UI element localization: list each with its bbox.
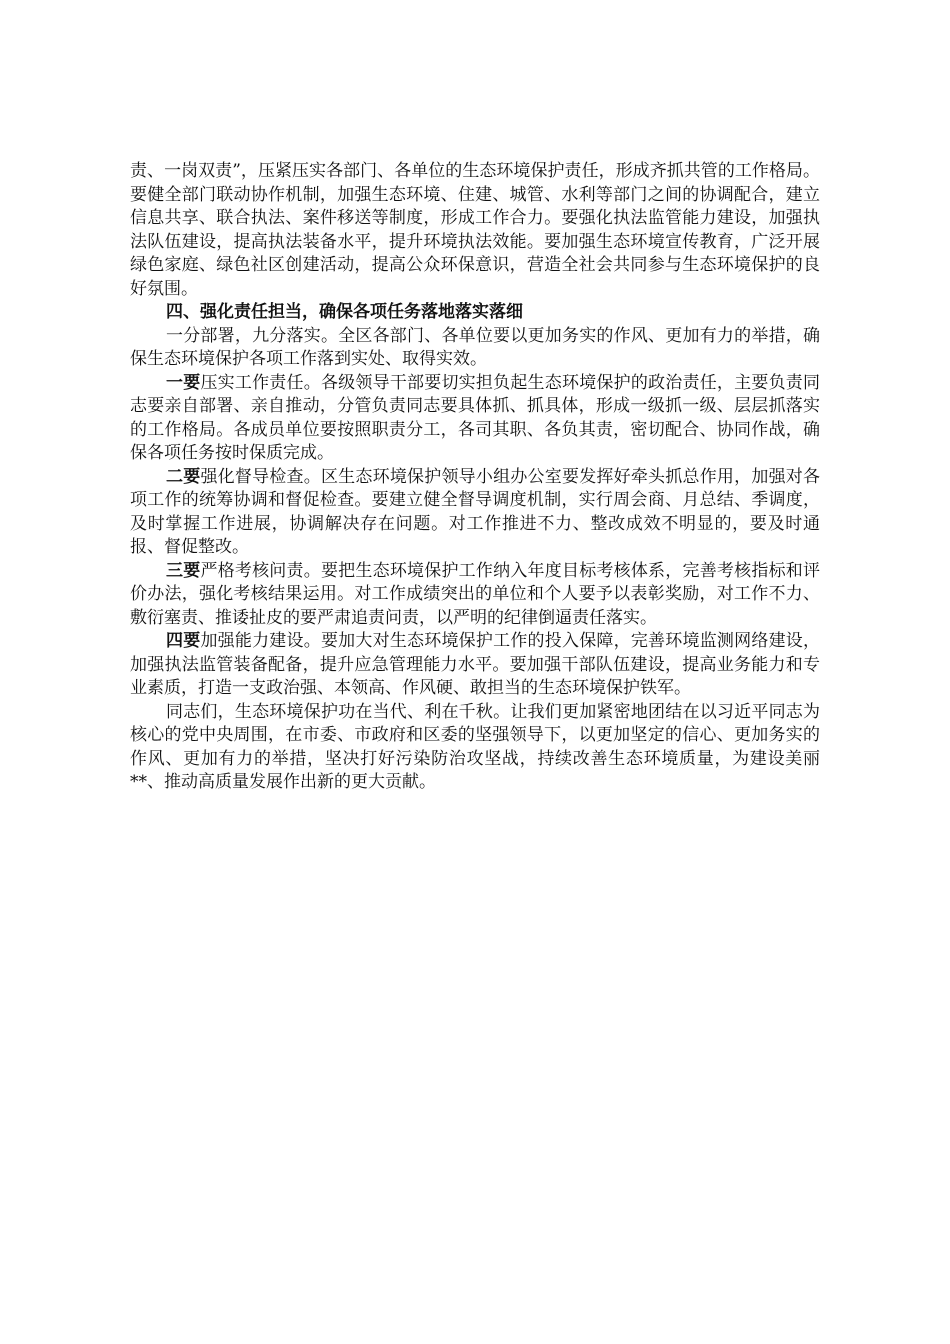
task-item-4 <box>130 630 820 701</box>
closing-paragraph: 同志们，生态环境保护功在当代、利在千秋。让我们更加紧密地团结在以习近平同志为核心的党中央周围，在市委、市政府和区委的坚强领导下，以更加坚定的信心、更加务实的作风、更加有力的举措，坚决打好污染防治攻坚战，持续改善生态环境质量，为建设美丽**、推动高质量发展作出新的更大贡献。 <box>130 701 820 792</box>
section-heading-4: 四、强化责任担当，确保各项任务落地落实落细 <box>166 302 523 322</box>
task-item-1 <box>130 372 820 466</box>
task-item-2 <box>130 466 820 560</box>
task-item-3 <box>130 560 820 631</box>
continuation-paragraph: 责、一岗双责”，压紧压实各部门、各单位的生态环境保护责任，形成齐抓共管的工作格局。要健全部门联动协作机制，加强生态环境、住建、城管、水利等部门之间的协调配合，建立信息共享、联合执法、案件移送等制度，形成工作合力。要强化执法监管能力建设，加强执法队伍建设，提高执法装备水平，提升环境执法效能。要加强生态环境宣传教育，广泛开展绿色家庭、绿色社区创建活动，提高公众环保意识，营造全社会共同参与生态环境保护的良好氛围。 <box>130 161 820 299</box>
task-text-2: 强化督导检查。区生态环境保护领导小组办公室要发挥好牵头抓总作用，加强对各项工作的统筹协调和督促检查。要建立健全督导调度机制，实行周会商、月总结、季调度，及时掌握工作进展，协调解决存在问题。对工作推进不力、整改成效不明显的，要及时通报、督促整改。 <box>130 466 821 557</box>
intro-paragraph: 一分部署，九分落实。全区各部门、各单位要以更加务实的作风、更加有力的举措，确保生态环境保护各项工作落到实处、取得实效。 <box>130 325 820 369</box>
task-lead-1: 一要 <box>166 372 201 393</box>
task-text-4: 加强能力建设。要加大对生态环境保护工作的投入保障，完善环境监测网络建设，加强执法监管装备配备，提升应急管理能力水平。要加强干部队伍建设，提高业务能力和专业素质，打造一支政治强、本领高、作风硬、敢担当的生态环境保护铁军。 <box>130 631 821 698</box>
task-text-1: 压实工作责任。各级领导干部要切实担负起生态环境保护的政治责任，主要负责同志要亲自部署、亲自推动，分管负责同志要具体抓、抓具体，形成一级抓一级、层层抓落实的工作格局。各成员单位要按照职责分工，各司其职、各负其责，密切配合、协同作战，确保各项任务按时保质完成。 <box>130 372 821 463</box>
task-lead-3: 三要 <box>166 560 201 581</box>
task-text-3: 严格考核问责。要把生态环境保护工作纳入年度目标考核体系，完善考核指标和评价办法，强化考核结果运用。对工作成绩突出的单位和个人要予以表彰奖励，对工作不力、敷衍塞责、推诿扯皮的要严肃追责问责，以严明的纪律倒逼责任落实。 <box>130 560 821 628</box>
task-lead-2: 二要 <box>166 466 201 487</box>
task-lead-4: 四要 <box>166 631 201 651</box>
document-page <box>130 160 820 795</box>
